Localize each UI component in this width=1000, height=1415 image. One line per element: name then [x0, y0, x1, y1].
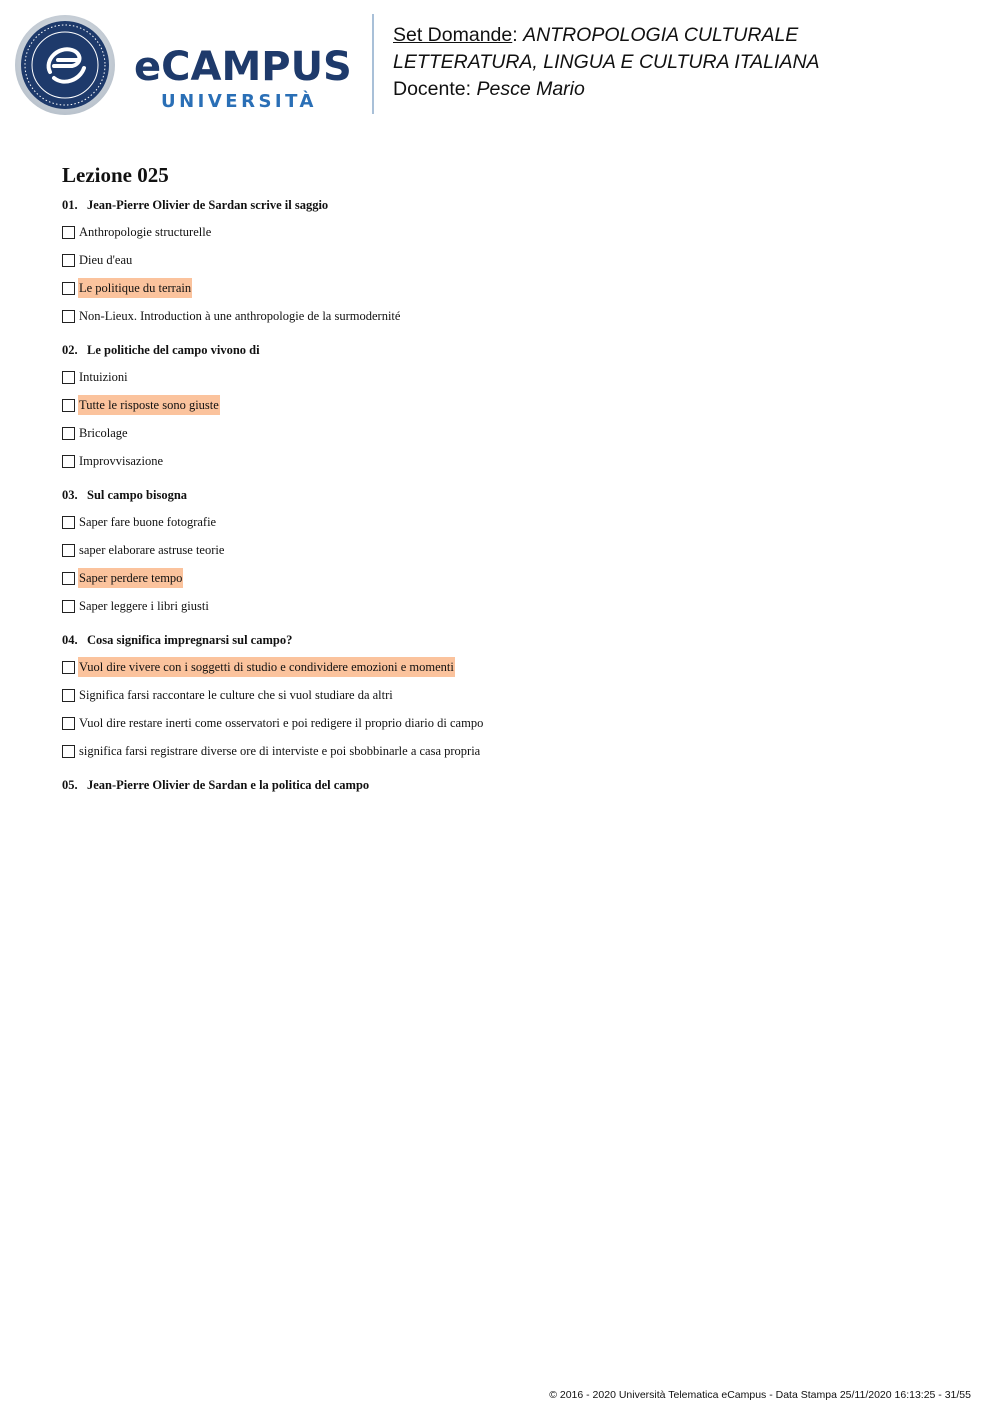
question-text: Jean-Pierre Olivier de Sardan scrive il saggio: [87, 198, 329, 212]
answer-option[interactable]: [62, 737, 942, 765]
answer-text-highlighted: Le politique du terrain: [78, 278, 192, 298]
question-text: Sul campo bisogna: [87, 488, 188, 502]
answer-text: Bricolage: [79, 426, 128, 440]
answer-option[interactable]: [62, 653, 942, 681]
answer-checkbox[interactable]: [62, 689, 75, 702]
set-line: Set Domande: ANTROPOLOGIA CULTURALE: [393, 24, 799, 46]
question-number: 05.: [62, 778, 78, 792]
logo-subtitle-text: UNIVERSITÀ: [161, 91, 317, 112]
answer-option[interactable]: [62, 419, 942, 447]
answer-checkbox[interactable]: [62, 516, 75, 529]
question-number: 02.: [62, 343, 78, 357]
question-title: [62, 776, 942, 798]
answer-text: Saper fare buone fotografie: [79, 515, 217, 529]
answer-checkbox[interactable]: [62, 572, 75, 585]
answer-checkbox[interactable]: [62, 745, 75, 758]
question: [62, 196, 942, 330]
header-divider: [372, 14, 374, 114]
answer-text: Dieu d'eau: [79, 253, 133, 267]
answer-checkbox[interactable]: [62, 661, 75, 674]
answer-text-highlighted: Saper perdere tempo: [78, 568, 183, 588]
answer-text: saper elaborare astruse teorie: [79, 543, 225, 557]
answer-text: Significa farsi raccontare le culture che si vuol studiare da altri: [79, 688, 393, 702]
answer-option[interactable]: [62, 391, 942, 419]
question-list: [62, 196, 942, 809]
answer-checkbox[interactable]: [62, 254, 75, 267]
answer-option[interactable]: [62, 447, 942, 475]
set-label: Set Domande: [393, 24, 513, 46]
page-header: [0, 0, 1000, 130]
answer-option[interactable]: [62, 508, 942, 536]
lesson-title: Lezione 025: [62, 163, 169, 187]
answer-checkbox[interactable]: [62, 226, 75, 239]
page-footer: © 2016 - 2020 Università Telematica eCampus - Data Stampa 25/11/2020 16:13:25 - 31/55: [549, 1389, 971, 1401]
set-course-2: LETTERATURA, LINGUA E CULTURA ITALIANA: [393, 51, 820, 73]
answer-checkbox[interactable]: [62, 600, 75, 613]
question: [62, 486, 942, 620]
answer-text: Intuizioni: [79, 370, 128, 384]
answer-option[interactable]: [62, 302, 942, 330]
answer-checkbox[interactable]: [62, 399, 75, 412]
teacher-label: Docente: [393, 78, 466, 100]
answer-checkbox[interactable]: [62, 310, 75, 323]
header-info: [393, 22, 820, 103]
answer-text-highlighted: Vuol dire vivere con i soggetti di studio e condividere emozioni e momenti: [78, 657, 455, 677]
answer-option[interactable]: [62, 592, 942, 620]
question-number: 03.: [62, 488, 78, 502]
question-text: Le politiche del campo vivono di: [87, 343, 260, 357]
answer-option[interactable]: [62, 709, 942, 737]
answer-text-highlighted: Tutte le risposte sono giuste: [78, 395, 220, 415]
question-text: Jean-Pierre Olivier de Sardan e la politica del campo: [87, 778, 370, 792]
question: [62, 341, 942, 475]
answer-text: Vuol dire restare inerti come osservatori e poi redigere il proprio diario di campo: [79, 716, 484, 730]
question-title: [62, 631, 942, 653]
question-number: 01.: [62, 198, 78, 212]
answer-option[interactable]: [62, 246, 942, 274]
answer-option[interactable]: [62, 681, 942, 709]
answer-text: Saper leggere i libri giusti: [79, 599, 209, 613]
answer-text: Improvvisazione: [79, 454, 164, 468]
answer-checkbox[interactable]: [62, 427, 75, 440]
question-title: [62, 486, 942, 508]
answer-checkbox[interactable]: [62, 544, 75, 557]
answer-option[interactable]: [62, 274, 942, 302]
ecampus-logo: [14, 14, 359, 116]
question: [62, 631, 942, 765]
question-number: 04.: [62, 633, 78, 647]
answer-option[interactable]: [62, 564, 942, 592]
answer-checkbox[interactable]: [62, 371, 75, 384]
question-text: Cosa significa impregnarsi sul campo?: [87, 633, 293, 647]
answer-checkbox[interactable]: [62, 282, 75, 295]
teacher-name: Pesce Mario: [476, 78, 585, 100]
answer-checkbox[interactable]: [62, 455, 75, 468]
set-course-1: ANTROPOLOGIA CULTURALE: [523, 24, 799, 46]
answer-option[interactable]: [62, 218, 942, 246]
answer-text: Non-Lieux. Introduction à une anthropologie de la surmodernité: [79, 309, 401, 323]
teacher-line: Docente: Pesce Mario: [393, 78, 585, 100]
question-title: [62, 196, 942, 218]
question: [62, 776, 942, 798]
answer-text: significa farsi registrare diverse ore di interviste e poi sbobbinarle a casa propria: [79, 744, 481, 758]
logo-brand-text: eCAMPUS: [134, 44, 352, 90]
question-title: [62, 341, 942, 363]
answer-checkbox[interactable]: [62, 717, 75, 730]
answer-text: Anthropologie structurelle: [79, 225, 212, 239]
answer-option[interactable]: [62, 536, 942, 564]
answer-option[interactable]: [62, 363, 942, 391]
